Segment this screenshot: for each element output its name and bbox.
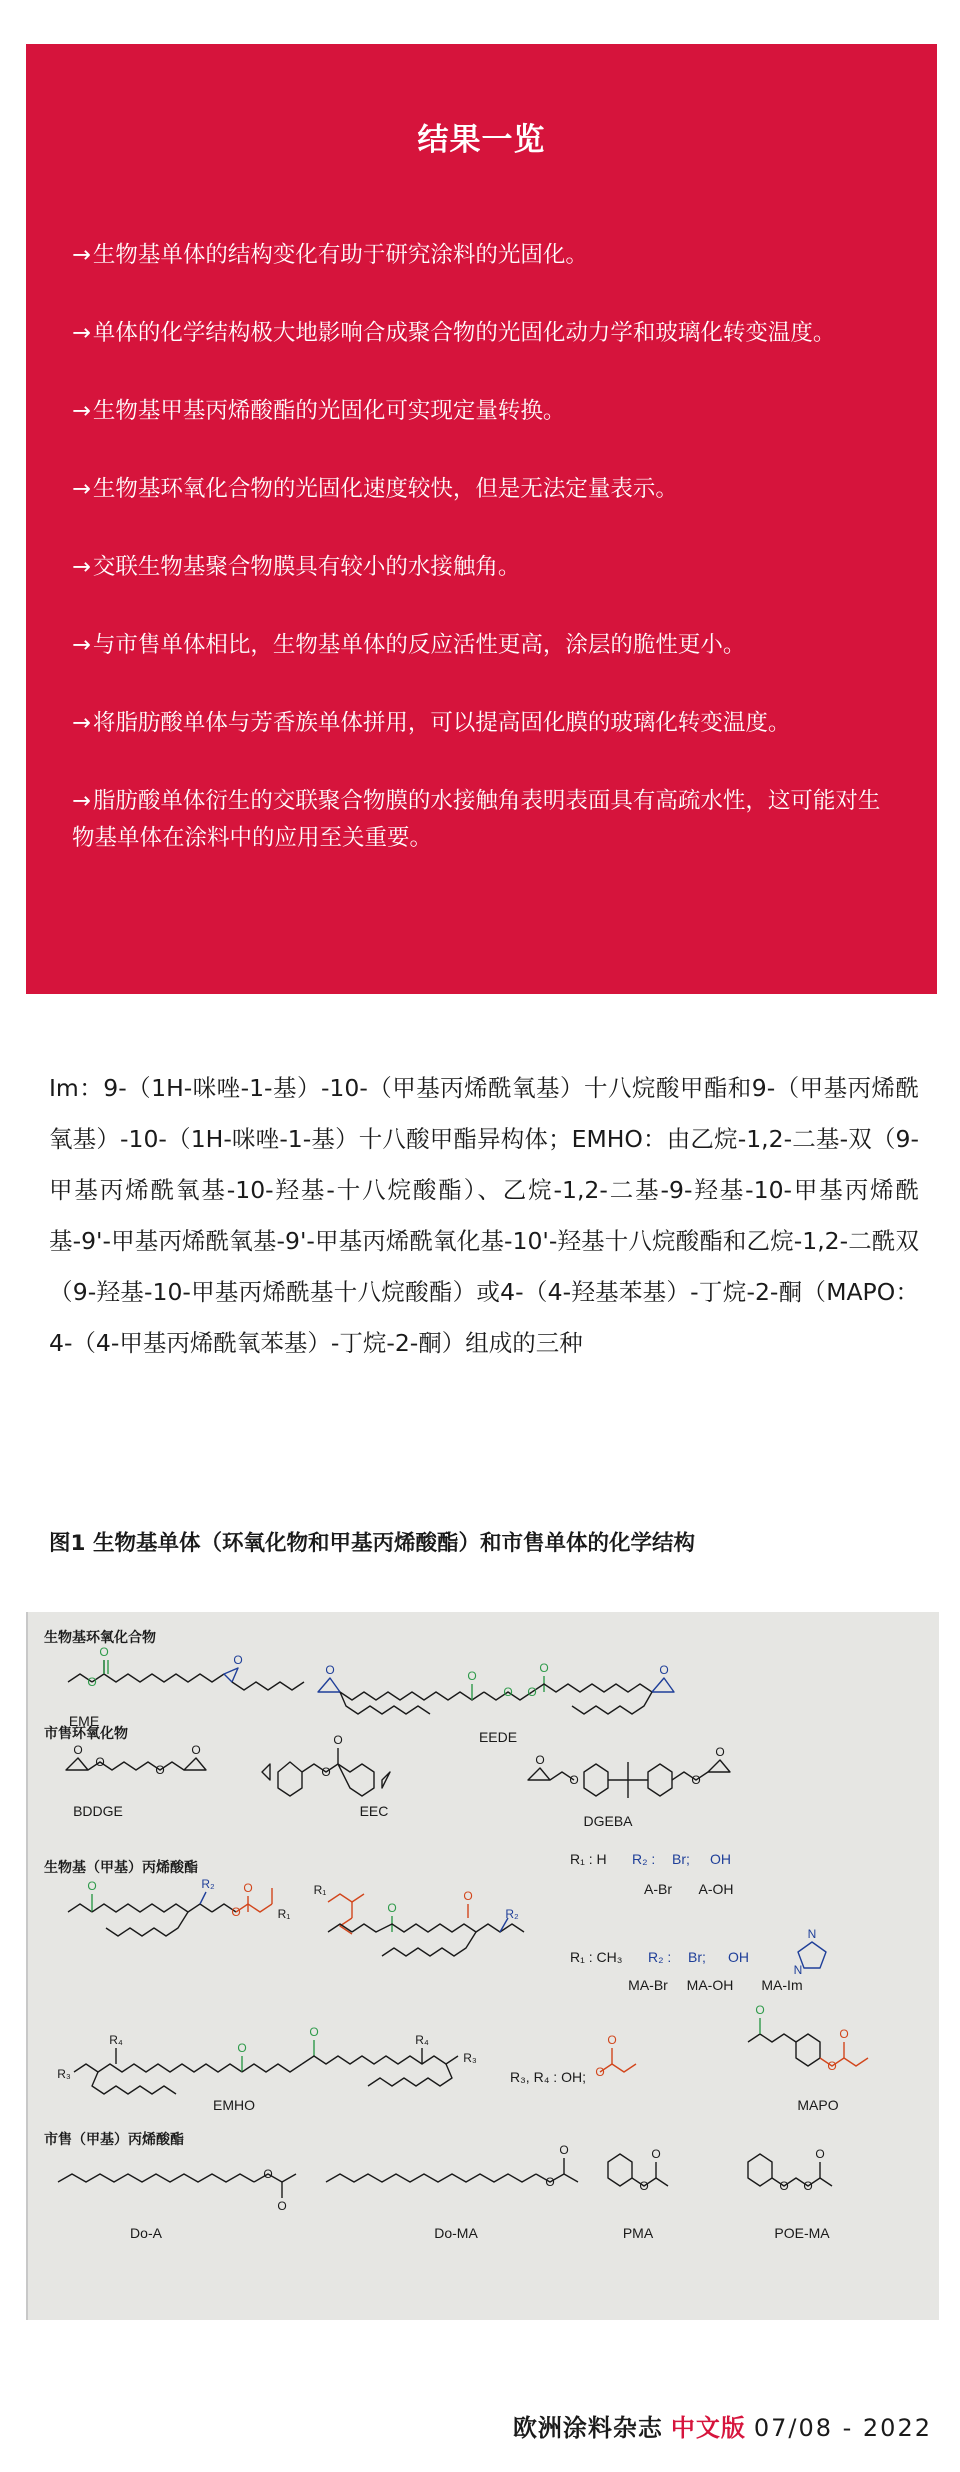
svg-text:R₄: R₄ [109, 2033, 123, 2047]
legend-r1-h: R₁ : H [570, 1851, 607, 1867]
svg-text:O: O [277, 2199, 287, 2213]
svg-text:R₃: R₃ [57, 2067, 71, 2081]
label-eme: EME [68, 1713, 100, 1729]
svg-text:O: O [691, 1773, 701, 1787]
label-eec: EEC [359, 1803, 389, 1819]
svg-text:O: O [595, 2065, 605, 2079]
legend-br: Br; [672, 1851, 690, 1867]
label-pma: PMA [622, 2225, 654, 2241]
svg-text:O: O [607, 2033, 617, 2047]
svg-text:O: O [191, 1743, 201, 1757]
svg-text:R₄: R₄ [415, 2033, 429, 2047]
svg-text:O: O [539, 1661, 549, 1675]
svg-text:O: O [233, 1653, 243, 1667]
legend-r3r4: R₃, R₄ : OH; [510, 2069, 586, 2085]
summary-item: →将脂肪酸单体与芳香族单体拼用，可以提高固化膜的玻璃化转变温度。 [72, 710, 791, 736]
svg-text:O: O [463, 1889, 473, 1903]
svg-text:O: O [827, 2059, 837, 2073]
summary-title: 结果一览 [417, 122, 546, 158]
label-a-br: A-Br [644, 1881, 672, 1897]
svg-text:O: O [99, 1645, 109, 1659]
svg-text:O: O [87, 1675, 97, 1689]
svg-text:O: O [639, 2179, 649, 2193]
svg-text:O: O [387, 1901, 397, 1915]
legend-r2-2: R₂ : [648, 1949, 672, 1965]
legend-oh-2: OH [728, 1949, 749, 1965]
svg-text:O: O [803, 2179, 813, 2193]
section-bio-epoxy: 生物基环氧化合物 [44, 1629, 156, 1645]
footer-brand: 欧洲涂料杂志 [512, 2414, 663, 2442]
svg-text:O: O [263, 2167, 273, 2181]
label-do-a: Do-A [130, 2225, 162, 2241]
svg-text:O: O [527, 1685, 537, 1699]
footer-date: 07/08 - 2022 [753, 2414, 932, 2442]
svg-text:O: O [559, 2143, 569, 2157]
svg-text:R₃: R₃ [463, 2051, 477, 2065]
svg-text:R₂: R₂ [505, 1907, 519, 1921]
label-do-ma: Do-MA [434, 2225, 478, 2241]
svg-text:N: N [793, 1963, 803, 1977]
summary-item: →与市售单体相比，生物基单体的反应活性更高，涂层的脆性更小。 [72, 632, 746, 658]
chemical-structures-figure [26, 1612, 939, 2320]
footer-edition: 中文版 [670, 2414, 746, 2442]
svg-text:O: O [73, 1743, 83, 1757]
label-eede: EEDE [478, 1729, 518, 1745]
svg-text:O: O [503, 1685, 513, 1699]
svg-text:R₂: R₂ [201, 1877, 215, 1891]
svg-text:O: O [651, 2147, 661, 2161]
label-mapo: MAPO [797, 2097, 839, 2113]
summary-item: →脂肪酸单体衍生的交联聚合物膜的水接触角表明表面具有高疏水性，这可能对生物基单体在涂料中的应用至关重要。 [72, 788, 881, 851]
summary-item: →交联生物基聚合物膜具有较小的水接触角。 [72, 554, 521, 580]
svg-text:O: O [779, 2179, 789, 2193]
label-ma-im: MA-Im [761, 1977, 803, 1993]
svg-text:O: O [231, 1905, 241, 1919]
page-footer [513, 2408, 932, 2443]
svg-text:O: O [467, 1669, 477, 1683]
structures-drawing [28, 1612, 939, 2320]
svg-text:O: O [715, 1745, 725, 1759]
summary-list [72, 237, 891, 857]
svg-text:O: O [545, 2175, 555, 2189]
summary-item: →生物基单体的结构变化有助于研究涂料的光固化。 [72, 242, 588, 268]
results-summary-box [26, 44, 937, 994]
svg-text:O: O [87, 1879, 97, 1893]
figure-caption: 图1 生物基单体（环氧化物和甲基丙烯酸酯）和市售单体的化学结构 [49, 1531, 695, 1556]
svg-text:O: O [815, 2147, 825, 2161]
summary-item: →生物基环氧化合物的光固化速度较快，但是无法定量表示。 [72, 476, 678, 502]
label-bddge: BDDGE [73, 1803, 123, 1819]
svg-text:O: O [243, 1881, 253, 1895]
svg-text:O: O [95, 1755, 105, 1769]
svg-text:O: O [569, 1773, 579, 1787]
svg-text:R₁: R₁ [277, 1907, 291, 1921]
svg-text:O: O [325, 1663, 335, 1677]
summary-item: →单体的化学结构极大地影响合成聚合物的光固化动力学和玻璃化转变温度。 [72, 320, 836, 346]
label-emho: EMHO [213, 2097, 255, 2113]
section-com-methacrylate: 市售（甲基）丙烯酸酯 [44, 2131, 184, 2147]
label-ma-br: MA-Br [628, 1977, 668, 1993]
svg-text:N: N [807, 1927, 817, 1941]
section-bio-methacrylate: 生物基（甲基）丙烯酸酯 [44, 1859, 198, 1875]
summary-item: →生物基甲基丙烯酸酯的光固化可实现定量转换。 [72, 398, 566, 424]
svg-text:O: O [155, 1763, 165, 1777]
legend-r2: R₂ : [632, 1851, 656, 1867]
legend-r1-ch3: R₁ : CH₃ [570, 1949, 623, 1965]
label-poe-ma: POE-MA [774, 2225, 830, 2241]
label-a-oh: A-OH [698, 1881, 734, 1897]
svg-text:R₁: R₁ [313, 1883, 327, 1897]
label-ma-oh: MA-OH [686, 1977, 734, 1993]
legend-br-2: Br; [688, 1949, 706, 1965]
svg-text:O: O [839, 2027, 849, 2041]
svg-text:O: O [659, 1663, 669, 1677]
svg-text:O: O [309, 2025, 319, 2039]
svg-text:O: O [321, 1765, 331, 1779]
section-com-epoxy: 市售环氧化物 [44, 1725, 128, 1741]
svg-text:O: O [333, 1733, 343, 1747]
svg-text:O: O [535, 1753, 545, 1767]
legend-oh: OH [710, 1851, 731, 1867]
body-paragraph: Im：9-（1H-咪唑-1-基）-10-（甲基丙烯酰氧基）十八烷酸甲酯和9-（甲基丙烯酰氧基）-10-（1H-咪唑-1-基）十八酸甲酯异构体；EMHO：由乙烷-1,2-二基-双（9-甲基丙烯酰氧基-10-羟基-十八烷酸酯）、乙烷-1,2-二基-9-羟基-10-甲基丙烯酰基-9'-甲基丙烯酰氧基-9'-甲基丙烯酰氧化基-10'-羟基十八烷酸酯和乙烷-1,2-二酰双（9-羟基-10-甲基丙烯酰基十八烷酸酯）或4-（4-羟基苯基）-丁烷-2-酮（MAPO：4-（4-甲基丙烯酰氧苯基）-丁烷-2-酮）组成的三种 [49, 1074, 919, 1357]
svg-text:O: O [755, 2003, 765, 2017]
label-dgeba: DGEBA [583, 1813, 633, 1829]
svg-text:O: O [237, 2041, 247, 2055]
